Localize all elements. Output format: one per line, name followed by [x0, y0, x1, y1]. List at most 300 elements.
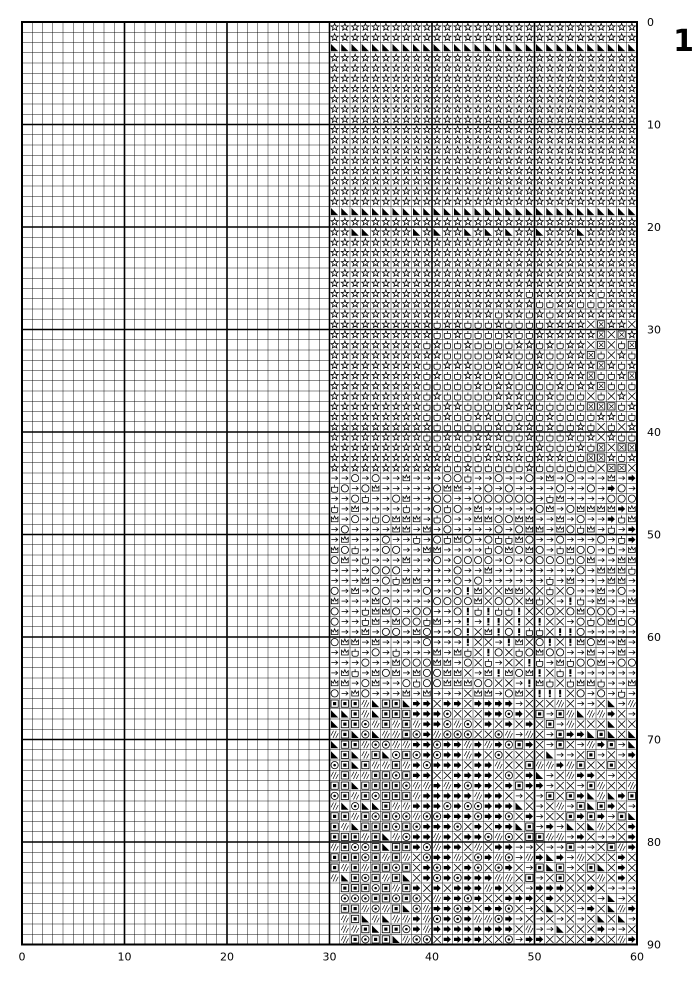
diagonal-hatch-symbol — [434, 895, 441, 902]
circle-symbol — [526, 495, 533, 502]
cross-symbol — [536, 721, 543, 728]
right-arrow-symbol — [444, 589, 450, 593]
black-half-triangle-symbol — [516, 44, 523, 51]
circle-symbol — [587, 659, 594, 666]
cup-symbol — [608, 372, 614, 380]
crown-symbol — [403, 526, 410, 532]
cross-symbol — [444, 772, 451, 779]
circle-symbol — [516, 546, 523, 553]
outline-star-symbol — [557, 259, 564, 266]
right-arrow-symbol — [608, 814, 614, 818]
bold-arrow-symbol — [485, 792, 492, 799]
boxed-dot-symbol — [382, 803, 389, 810]
diagonal-hatch-symbol — [567, 762, 574, 769]
circle-symbol — [557, 485, 564, 492]
diagonal-hatch-symbol — [546, 762, 553, 769]
outline-star-symbol — [464, 464, 471, 471]
black-half-triangle-symbol — [526, 44, 533, 51]
outline-star-symbol — [577, 126, 584, 133]
outline-star-symbol — [495, 259, 502, 266]
circle-symbol — [505, 557, 512, 564]
circle-symbol — [331, 690, 338, 697]
black-half-triangle-symbol — [546, 905, 553, 912]
outline-star-symbol — [454, 136, 461, 143]
outline-star-symbol — [454, 403, 461, 410]
target-symbol — [464, 803, 471, 810]
boxed-dot-symbol — [403, 751, 410, 758]
outline-star-symbol — [587, 433, 594, 440]
cup-symbol — [598, 300, 604, 308]
outline-star-symbol — [618, 146, 625, 153]
boxed-dot-symbol — [403, 823, 410, 830]
outline-star-symbol — [413, 136, 420, 143]
crown-symbol — [485, 567, 492, 573]
cross-symbol — [505, 659, 512, 666]
cross-symbol — [557, 936, 564, 943]
target-symbol — [444, 731, 451, 738]
outline-star-symbol — [434, 454, 441, 461]
outline-star-symbol — [403, 362, 410, 369]
cup-symbol — [516, 434, 522, 442]
crown-symbol — [516, 690, 523, 696]
outline-star-symbol — [495, 362, 502, 369]
outline-star-symbol — [352, 433, 359, 440]
outline-star-symbol — [526, 300, 533, 307]
circle-symbol — [567, 505, 574, 512]
black-half-triangle-symbol — [331, 44, 338, 51]
outline-star-symbol — [362, 167, 369, 174]
outline-star-symbol — [567, 85, 574, 92]
cup-symbol — [547, 382, 553, 390]
outline-star-symbol — [608, 126, 615, 133]
boxed-dot-symbol — [546, 792, 553, 799]
cross-symbol — [423, 895, 430, 902]
circle-symbol — [331, 608, 338, 615]
bold-arrow-symbol — [434, 710, 441, 717]
outline-star-symbol — [331, 392, 338, 399]
cross-symbol — [608, 823, 615, 830]
outline-star-symbol — [628, 280, 635, 287]
exclamation-symbol — [467, 587, 469, 594]
outline-star-symbol — [331, 116, 338, 123]
bold-arrow-symbol — [505, 915, 512, 922]
black-half-triangle-symbol — [372, 208, 379, 215]
bold-arrow-symbol — [464, 915, 471, 922]
circle-symbol — [454, 475, 461, 482]
boxed-dot-symbol — [393, 700, 400, 707]
crown-symbol — [588, 649, 595, 655]
right-arrow-symbol — [629, 589, 635, 593]
outline-star-symbol — [475, 177, 482, 184]
cup-symbol — [475, 454, 481, 462]
crown-symbol — [526, 598, 533, 604]
crown-symbol — [403, 557, 410, 563]
cup-symbol — [485, 321, 491, 329]
right-arrow-symbol — [424, 599, 430, 603]
crown-symbol — [475, 690, 482, 696]
outline-star-symbol — [403, 228, 410, 235]
right-arrow-symbol — [526, 507, 532, 511]
outline-star-symbol — [331, 280, 338, 287]
right-arrow-symbol — [383, 661, 389, 665]
target-symbol — [505, 813, 512, 820]
right-arrow-symbol — [362, 517, 368, 521]
bold-arrow-symbol — [618, 505, 625, 512]
right-arrow-symbol — [588, 589, 594, 593]
outline-star-symbol — [454, 177, 461, 184]
boxed-dot-symbol — [608, 762, 615, 769]
outline-star-symbol — [536, 136, 543, 143]
bold-arrow-symbol — [423, 710, 430, 717]
circle-symbol — [495, 546, 502, 553]
right-arrow-symbol — [352, 599, 358, 603]
outline-star-symbol — [341, 85, 348, 92]
crown-symbol — [567, 578, 574, 584]
cross-symbol — [546, 813, 553, 820]
boxed-dot-symbol — [352, 936, 359, 943]
bold-arrow-symbol — [413, 741, 420, 748]
outline-star-symbol — [546, 116, 553, 123]
right-arrow-symbol — [362, 640, 368, 644]
right-arrow-symbol — [475, 671, 481, 675]
boxed-dot-symbol — [526, 823, 533, 830]
boxed-cross-symbol — [598, 444, 605, 451]
target-symbol — [444, 721, 451, 728]
outline-star-symbol — [557, 290, 564, 297]
outline-star-symbol — [352, 105, 359, 112]
outline-star-symbol — [546, 392, 553, 399]
right-arrow-symbol — [567, 620, 573, 624]
diagonal-hatch-symbol — [352, 813, 359, 820]
outline-star-symbol — [423, 259, 430, 266]
cup-symbol — [578, 434, 584, 442]
outline-star-symbol — [413, 259, 420, 266]
right-arrow-symbol — [495, 507, 501, 511]
black-half-triangle-symbol — [341, 208, 348, 215]
outline-star-symbol — [618, 187, 625, 194]
crown-symbol — [434, 547, 441, 553]
outline-star-symbol — [331, 444, 338, 451]
cross-symbol — [505, 680, 512, 687]
boxed-cross-symbol — [608, 464, 615, 471]
outline-star-symbol — [598, 136, 605, 143]
outline-star-symbol — [546, 341, 553, 348]
outline-star-symbol — [423, 351, 430, 358]
outline-star-symbol — [403, 454, 410, 461]
circle-symbol — [577, 690, 584, 697]
outline-star-symbol — [341, 249, 348, 256]
outline-star-symbol — [393, 198, 400, 205]
cup-symbol — [557, 403, 563, 411]
outline-star-symbol — [598, 413, 605, 420]
outline-star-symbol — [403, 464, 410, 471]
outline-star-symbol — [618, 249, 625, 256]
outline-star-symbol — [444, 105, 451, 112]
boxed-dot-symbol — [362, 782, 369, 789]
right-arrow-symbol — [547, 743, 553, 747]
outline-star-symbol — [546, 146, 553, 153]
outline-star-symbol — [444, 218, 451, 225]
cup-symbol — [465, 413, 471, 421]
outline-star-symbol — [546, 187, 553, 194]
right-arrow-symbol — [342, 497, 348, 501]
outline-star-symbol — [495, 177, 502, 184]
exclamation-symbol — [467, 618, 469, 625]
crown-symbol — [362, 578, 369, 584]
outline-star-symbol — [587, 167, 594, 174]
circle-symbol — [434, 485, 441, 492]
bold-arrow-symbol — [444, 813, 451, 820]
outline-star-symbol — [628, 23, 635, 30]
right-arrow-symbol — [506, 507, 512, 511]
outline-star-symbol — [423, 269, 430, 276]
cup-symbol — [332, 505, 338, 513]
right-arrow-symbol — [403, 599, 409, 603]
diagonal-hatch-symbol — [628, 700, 635, 707]
bold-arrow-symbol — [475, 936, 482, 943]
cup-symbol — [537, 628, 543, 636]
cross-symbol — [608, 331, 615, 338]
crown-symbol — [393, 670, 400, 676]
right-arrow-symbol — [598, 579, 604, 583]
cup-symbol — [485, 393, 491, 401]
circle-symbol — [495, 495, 502, 502]
bold-arrow-symbol — [444, 741, 451, 748]
outline-star-symbol — [352, 259, 359, 266]
x-axis-tick-label: 50 — [527, 950, 542, 964]
outline-star-symbol — [382, 136, 389, 143]
right-arrow-symbol — [547, 568, 553, 572]
bold-arrow-symbol — [526, 936, 533, 943]
outline-star-symbol — [331, 126, 338, 133]
outline-star-symbol — [598, 85, 605, 92]
right-arrow-symbol — [331, 671, 337, 675]
outline-star-symbol — [516, 269, 523, 276]
outline-star-symbol — [505, 85, 512, 92]
right-arrow-symbol — [547, 732, 553, 736]
bold-arrow-symbol — [434, 823, 441, 830]
outline-star-symbol — [464, 290, 471, 297]
outline-star-symbol — [608, 167, 615, 174]
outline-star-symbol — [485, 433, 492, 440]
outline-star-symbol — [608, 280, 615, 287]
outline-star-symbol — [495, 105, 502, 112]
x-axis-tick-label: 40 — [425, 950, 439, 964]
black-half-triangle-symbol — [546, 208, 553, 215]
bold-arrow-symbol — [444, 915, 451, 922]
outline-star-symbol — [587, 362, 594, 369]
right-arrow-symbol — [526, 845, 532, 849]
diagonal-hatch-symbol — [434, 731, 441, 738]
outline-star-symbol — [618, 64, 625, 71]
circle-symbol — [464, 557, 471, 564]
outline-star-symbol — [372, 444, 379, 451]
right-arrow-symbol — [547, 486, 553, 490]
right-arrow-symbol — [577, 538, 583, 542]
outline-star-symbol — [331, 464, 338, 471]
outline-star-symbol — [362, 454, 369, 461]
outline-star-symbol — [352, 239, 359, 246]
crown-symbol — [413, 670, 420, 676]
outline-star-symbol — [526, 95, 533, 102]
right-arrow-symbol — [629, 691, 635, 695]
bold-arrow-symbol — [577, 792, 584, 799]
right-arrow-symbol — [588, 691, 594, 695]
right-arrow-symbol — [342, 691, 348, 695]
crown-symbol — [444, 680, 451, 686]
target-symbol — [393, 895, 400, 902]
cross-symbol — [464, 823, 471, 830]
bold-arrow-symbol — [546, 895, 553, 902]
outline-star-symbol — [618, 198, 625, 205]
cup-symbol — [475, 352, 481, 360]
outline-star-symbol — [403, 392, 410, 399]
outline-star-symbol — [362, 423, 369, 430]
cup-symbol — [547, 403, 553, 411]
black-half-triangle-symbol — [434, 229, 441, 236]
cup-symbol — [496, 413, 502, 421]
outline-star-symbol — [577, 382, 584, 389]
outline-star-symbol — [423, 321, 430, 328]
outline-star-symbol — [331, 85, 338, 92]
diagonal-hatch-symbol — [587, 741, 594, 748]
outline-star-symbol — [352, 454, 359, 461]
outline-star-symbol — [628, 454, 635, 461]
outline-star-symbol — [577, 146, 584, 153]
outline-star-symbol — [372, 392, 379, 399]
crown-symbol — [588, 506, 595, 512]
target-symbol — [352, 844, 359, 851]
black-half-triangle-symbol — [341, 44, 348, 51]
outline-star-symbol — [413, 300, 420, 307]
outline-star-symbol — [505, 403, 512, 410]
x-axis-tick-label: 0 — [18, 950, 26, 964]
right-arrow-symbol — [434, 568, 440, 572]
cross-symbol — [475, 721, 482, 728]
cup-symbol — [485, 659, 491, 667]
outline-star-symbol — [454, 105, 461, 112]
outline-star-symbol — [475, 433, 482, 440]
outline-star-symbol — [403, 85, 410, 92]
boxed-dot-symbol — [393, 874, 400, 881]
right-arrow-symbol — [618, 753, 624, 757]
outline-star-symbol — [464, 362, 471, 369]
cross-symbol — [434, 700, 441, 707]
right-arrow-symbol — [577, 671, 583, 675]
bold-arrow-symbol — [444, 833, 451, 840]
outline-star-symbol — [618, 105, 625, 112]
circle-symbol — [393, 567, 400, 574]
outline-star-symbol — [546, 136, 553, 143]
exclamation-symbol — [549, 639, 551, 646]
right-arrow-symbol — [362, 527, 368, 531]
target-symbol — [434, 864, 441, 871]
outline-star-symbol — [536, 157, 543, 164]
right-arrow-symbol — [372, 527, 378, 531]
bold-arrow-symbol — [454, 772, 461, 779]
outline-star-symbol — [331, 290, 338, 297]
cross-symbol — [587, 926, 594, 933]
circle-symbol — [598, 608, 605, 615]
outline-star-symbol — [618, 280, 625, 287]
cup-symbol — [455, 372, 461, 380]
cup-symbol — [526, 352, 532, 360]
outline-star-symbol — [567, 228, 574, 235]
outline-star-symbol — [567, 269, 574, 276]
outline-star-symbol — [372, 464, 379, 471]
right-arrow-symbol — [424, 650, 430, 654]
outline-star-symbol — [382, 95, 389, 102]
right-arrow-symbol — [526, 579, 532, 583]
bold-arrow-symbol — [628, 936, 635, 943]
crown-symbol — [424, 690, 431, 696]
cup-symbol — [362, 608, 368, 616]
cup-symbol — [506, 321, 512, 329]
target-symbol — [505, 854, 512, 861]
outline-star-symbol — [352, 382, 359, 389]
outline-star-symbol — [628, 116, 635, 123]
black-half-triangle-symbol — [331, 710, 338, 717]
outline-star-symbol — [454, 34, 461, 41]
outline-star-symbol — [372, 177, 379, 184]
black-half-triangle-symbol — [587, 792, 594, 799]
outline-star-symbol — [618, 85, 625, 92]
outline-star-symbol — [444, 198, 451, 205]
outline-star-symbol — [352, 54, 359, 61]
outline-star-symbol — [628, 187, 635, 194]
outline-star-symbol — [372, 382, 379, 389]
outline-star-symbol — [516, 362, 523, 369]
cross-symbol — [495, 936, 502, 943]
cup-symbol — [598, 680, 604, 688]
cross-symbol — [628, 854, 635, 861]
target-symbol — [362, 731, 369, 738]
right-arrow-symbol — [516, 855, 522, 859]
circle-symbol — [331, 557, 338, 564]
cross-symbol — [567, 905, 574, 912]
circle-symbol — [454, 505, 461, 512]
outline-star-symbol — [567, 351, 574, 358]
outline-star-symbol — [372, 403, 379, 410]
right-arrow-symbol — [372, 538, 378, 542]
diagonal-hatch-symbol — [393, 741, 400, 748]
target-symbol — [352, 803, 359, 810]
outline-star-symbol — [526, 269, 533, 276]
outline-star-symbol — [577, 34, 584, 41]
outline-star-symbol — [505, 116, 512, 123]
crown-symbol — [598, 598, 605, 604]
outline-star-symbol — [444, 54, 451, 61]
outline-star-symbol — [608, 239, 615, 246]
outline-star-symbol — [454, 331, 461, 338]
outline-star-symbol — [362, 126, 369, 133]
outline-star-symbol — [577, 321, 584, 328]
outline-star-symbol — [618, 392, 625, 399]
outline-star-symbol — [628, 95, 635, 102]
circle-symbol — [505, 598, 512, 605]
boxed-dot-symbol — [352, 854, 359, 861]
outline-star-symbol — [393, 64, 400, 71]
outline-star-symbol — [485, 157, 492, 164]
black-half-triangle-symbol — [372, 710, 379, 717]
bold-arrow-symbol — [413, 885, 420, 892]
boxed-cross-symbol — [587, 403, 594, 410]
target-symbol — [475, 803, 482, 810]
exclamation-symbol — [559, 628, 561, 635]
black-half-triangle-symbol — [628, 813, 635, 820]
right-arrow-symbol — [342, 630, 348, 634]
boxed-dot-symbol — [516, 782, 523, 789]
